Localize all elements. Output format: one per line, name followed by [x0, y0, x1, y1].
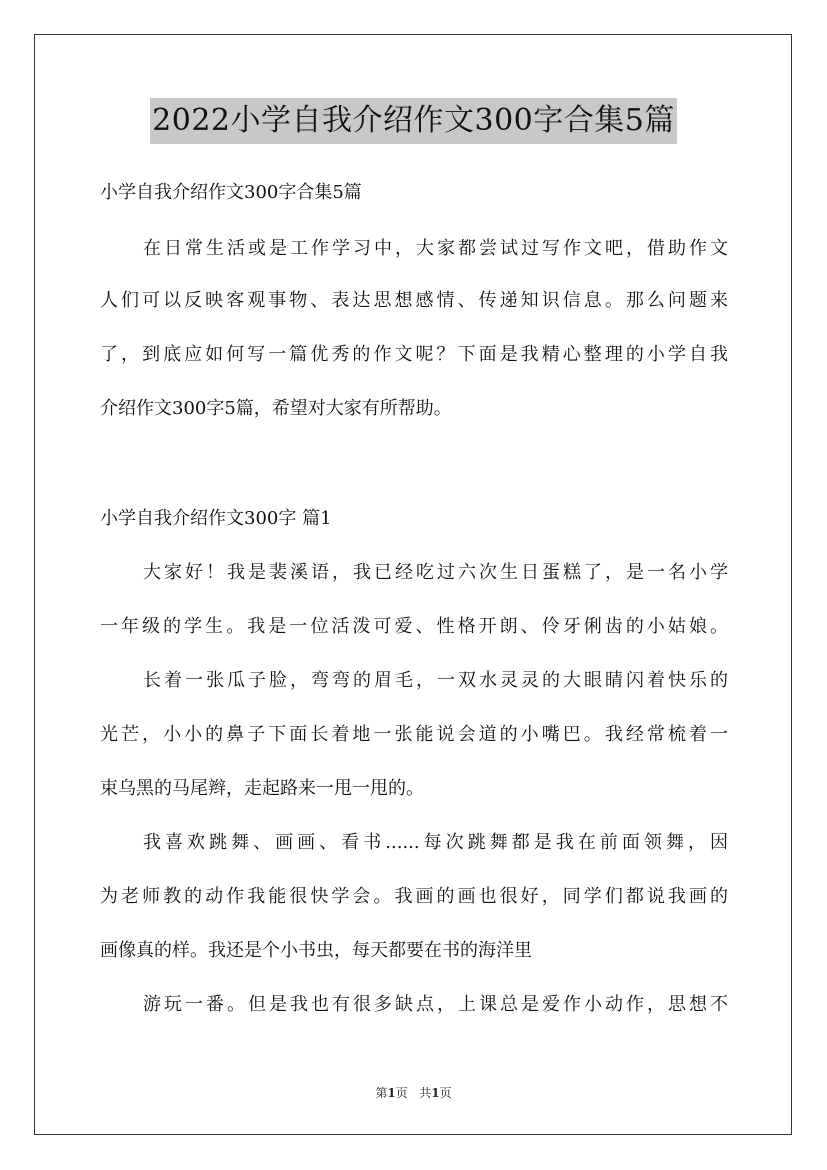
footer-total-suffix: 页 [439, 1086, 452, 1100]
body-line: 束乌黑的马尾辫，走起路来一甩一甩的。 [100, 778, 424, 799]
intro-line: 介绍作文300字5篇，希望对大家有所帮助。 [100, 398, 452, 419]
footer-total-number: 1 [431, 1086, 440, 1100]
footer-page-number: 1 [387, 1086, 396, 1100]
body-line: 画像真的样。我还是个小书虫，每天都要在书的海洋里 [100, 940, 532, 961]
title-block [0, 98, 827, 144]
intro-line: 人们可以反映客观事物、表达思想感情、传递知识信息。那么问题来 [100, 290, 728, 311]
intro-line: 了，到底应如何写一篇优秀的作文呢？下面是我精心整理的小学自我 [100, 344, 728, 365]
footer-total-prefix: 共 [419, 1086, 432, 1100]
footer-page-suffix: 页 [395, 1086, 408, 1100]
section-heading: 小学自我介绍作文300字 篇1 [100, 508, 332, 529]
body-line: 长着一张瓜子脸，弯弯的眉毛，一双水灵灵的大眼睛闪着快乐的 [143, 670, 728, 691]
subtitle: 小学自我介绍作文300字合集5篇 [100, 182, 362, 203]
body-line: 光芒，小小的鼻子下面长着地一张能说会道的小嘴巴。我经常梳着一 [100, 724, 728, 745]
body-line: 大家好！我是裴溪语，我已经吃过六次生日蛋糕了，是一名小学 [143, 562, 728, 583]
body-line: 我喜欢跳舞、画画、看书......每次跳舞都是我在前面领舞，因 [143, 832, 728, 853]
page-footer [0, 1085, 827, 1101]
body-line: 为老师教的动作我能很快学会。我画的画也很好，同学们都说我画的 [100, 886, 728, 907]
body-line: 游玩一番。但是我也有很多缺点，上课总是爱作小动作，思想不 [143, 994, 728, 1015]
document-title: 2022小学自我介绍作文300字合集5篇 [150, 98, 677, 144]
body-line: 一年级的学生。我是一位活泼可爱、性格开朗、伶牙俐齿的小姑娘。 [100, 616, 728, 637]
footer-page-prefix: 第 [375, 1086, 388, 1100]
intro-line: 在日常生活或是工作学习中，大家都尝试过写作文吧，借助作文 [143, 238, 728, 259]
